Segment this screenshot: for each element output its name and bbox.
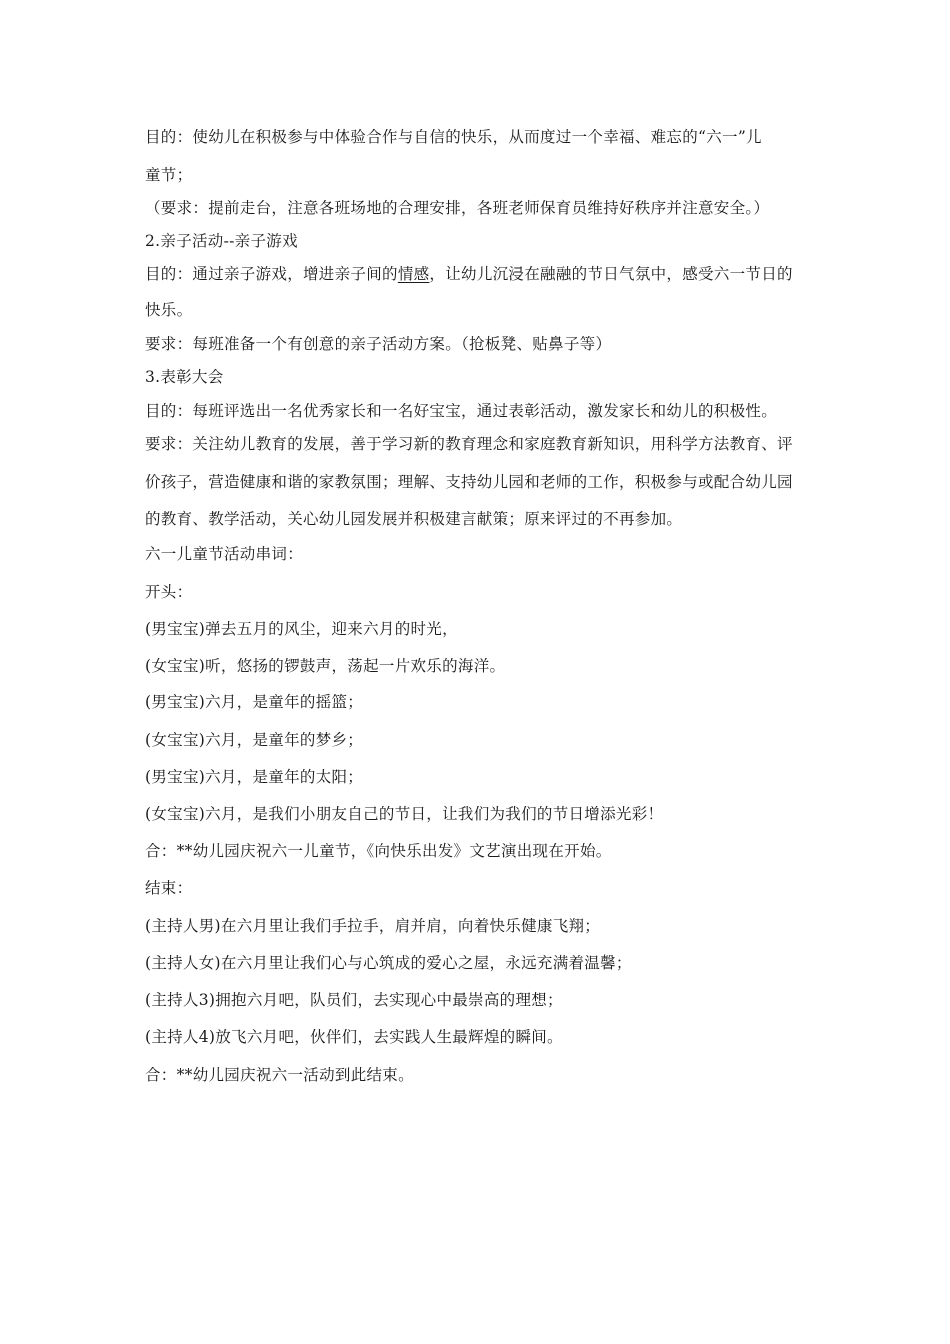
underlined-link[interactable]: 情感	[397, 265, 430, 283]
text-line: (男宝宝)弹去五月的风尘，迎来六月的时光，	[145, 620, 458, 638]
text-segment: ，让幼儿沉浸在融融的节日气氛中，感受六一节日的	[429, 265, 793, 283]
text-line: (女宝宝)六月，是童年的梦乡；	[145, 731, 364, 749]
text-line: 合：**幼儿园庆祝六一儿童节，《向快乐出发》文艺演出现在开始。	[145, 842, 612, 860]
text-line: 六一儿童节活动串词：	[145, 545, 304, 563]
text-line: (男宝宝)六月，是童年的摇篮；	[145, 693, 364, 711]
text-line: (主持人女)在六月里让我们心与心筑成的爱心之屋，永远充满着温馨；	[145, 954, 632, 972]
text-line: 要求：关注幼儿教育的发展，善于学习新的教育理念和家庭教育新知识，用科学方法教育、评	[145, 435, 793, 453]
text-line: (男宝宝)六月，是童年的太阳；	[145, 768, 364, 786]
text-line: 童节；	[145, 166, 193, 184]
text-line: 合：**幼儿园庆祝六一活动到此结束。	[145, 1066, 414, 1084]
text-line: 开头：	[145, 583, 193, 601]
text-line: 价孩子，营造健康和谐的家教氛围；理解、支持幼儿园和老师的工作，积极参与或配合幼儿园	[145, 473, 793, 491]
text-line: 快乐。	[145, 301, 193, 319]
text-line: (主持人4)放飞六月吧，伙伴们，去实践人生最辉煌的瞬间。	[145, 1028, 563, 1046]
text-line: 要求：每班准备一个有创意的亲子活动方案。（抢板凳、贴鼻子等）	[145, 335, 612, 353]
text-line: (女宝宝)听，悠扬的锣鼓声，荡起一片欢乐的海洋。	[145, 657, 506, 675]
text-line: 的教育、教学活动，关心幼儿园发展并积极建言献策；原来评过的不再参加。	[145, 510, 683, 528]
text-line: 目的：使幼儿在积极参与中体验合作与自信的快乐，从而度过一个幸福、难忘的“六一”儿	[145, 128, 762, 146]
text-line: 目的：每班评选出一名优秀家长和一名好宝宝，通过表彰活动，激发家长和幼儿的积极性。	[145, 402, 778, 420]
text-line: (主持人3)拥抱六月吧，队员们，去实现心中最崇高的理想；	[145, 991, 563, 1009]
section-heading: 3.表彰大会	[145, 368, 224, 386]
text-segment: 目的：通过亲子游戏，增进亲子间的	[145, 265, 398, 283]
text-line	[145, 264, 793, 284]
text-line: (女宝宝)六月，是我们小朋友自己的节日，让我们为我们的节日增添光彩！	[145, 805, 664, 823]
text-line: （要求：提前走台，注意各班场地的合理安排，各班老师保育员维持好秩序并注意安全。）	[145, 199, 770, 217]
section-heading: 2.亲子活动--亲子游戏	[145, 232, 298, 250]
text-line: 结束：	[145, 879, 193, 897]
text-line: (主持人男)在六月里让我们手拉手，肩并肩，向着快乐健康飞翔；	[145, 917, 601, 935]
